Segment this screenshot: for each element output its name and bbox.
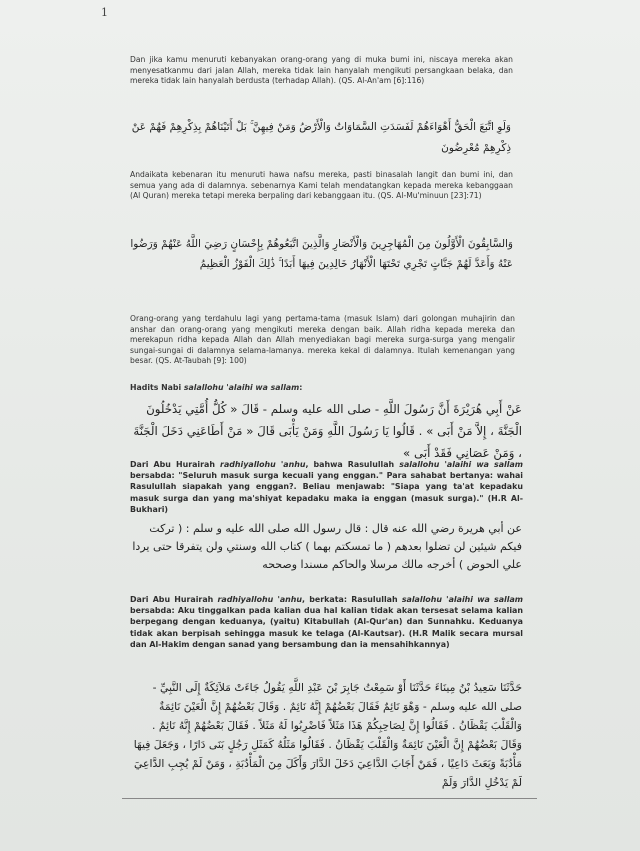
heading-text: Hadits Nabi (130, 383, 184, 392)
heading-honorific: salallohu 'alaihi wa sallam (183, 383, 300, 392)
t5-honorific-2: salallohu 'alaihi wa sallam (401, 595, 524, 604)
t5-mid: , berkata: Rasulullah (302, 595, 402, 604)
translation-3: Orang-orang yang terdahulu lagi yang pertama-tama (masuk Islam) dari golongan muhajirin dan anshar dan orang-orang yang mengikuti mereka dengan baik. Allah ridha kepada mereka dan merekapun ridha kepada Allah dan Allah menyediakan bagi mereka surga-surga yang mengalir sungai-sungai di dalamnya selama-lamanya. mereka kekal di dalamnya. Itulah kemenangan yang besar. (QS. At-Taubah [9]: 100) (130, 314, 515, 366)
t5-pre: Dari Abu Hurairah (130, 595, 218, 604)
hadith-arabic-3: حَدَّثَنَا سَعِيدُ بْنُ مِينَاءَ حَدَّثَنَا أَوْ سَمِعْتُ جَابِرَ بْنَ عَبْدِ اللَّهِ يَقُولُ جَاءَتْ مَلاَئِكَةٌ إِلَى النَّبِيِّ - صلى الله عليه وسلم - وَهْوَ نَائِمٌ فَقَالَ بَعْضُهُمْ إِنَّهُ نَائِمٌ . وَقَالَ بَعْضُهُمْ إِنَّ الْعَيْنَ نَائِمَةٌ وَالْقَلْبَ يَقْظَانُ . فَقَالُوا إِنَّ لِصَاحِبِكُمْ هَذَا مَثَلاً فَاضْرِبُوا لَهُ مَثَلاً . فَقَالَ بَعْضُهُمْ إِنَّهُ نَائِمٌ . وَقَالَ بَعْضُهُمْ إِنَّ الْعَيْنَ نَائِمَةٌ وَالْقَلْبَ يَقْظَانُ . فَقَالُوا مَثَلُهُ كَمَثَلِ رَجُلٍ بَنَى دَارًا ، وَجَعَلَ فِيهَا مَأْدُبَةً وَبَعَثَ دَاعِيًا ، فَمَنْ أَجَابَ الدَّاعِيَ دَخَلَ الدَّارَ وَأَكَلَ مِنَ الْمَأْدُبَةِ ، وَمَنْ لَمْ يُجِبِ الدَّاعِيَ لَمْ يَدْخُلِ الدَّارَ وَلَمْ (133, 681, 522, 789)
bottom-rule (122, 798, 537, 799)
t4-honorific-2: salallohu 'alaihi wa sallam (399, 460, 523, 469)
translation-5 (130, 594, 523, 650)
t4-post: bersabda: "Seluruh masuk surga kecuali yang enggan." Para sahabat bertanya: wahai Rasulullah siapakah yang enggan?. Beliau menjawab: "Siapa yang ta'at kepadaku masuk surga dan yang ma'shiyat kepadaku maka ia enggan (masuk surga)." (H.R Al-Bukhari) (130, 471, 523, 514)
translation-1: Dan jika kamu menuruti kebanyakan orang-orang yang di muka bumi ini, niscaya mereka akan menyesatkanmu dari jalan Allah, mereka tidak lain hanyalah mengikuti persangkaan belaka, dan mereka tidak lain hanyalah berdusta (terhadap Allah). (QS. Al-An'am [6]:116) (130, 55, 513, 86)
t4-honorific-1: radhiyallohu 'anhu (220, 460, 306, 469)
hadith-arabic-2: عن أبي هريرة رضي الله عنه قال : قال رسول الله صلى الله عليه و سلم : ( تركت فيكم شيئين لن تضلوا بعدهم ( ما تمسكتم بهما ) كتاب الله وسنتي ولن يتفرقا حتى يردا علي الحوض ) أخرجه مالك مرسلا والحاكم مسندا وصححه (132, 522, 522, 571)
t5-post: bersabda: Aku tinggalkan pada kalian dua hal kalian tidak akan tersesat selama kalian berpegang dengan keduanya, (yaitu) Kitabullah (Al-Qur'an) dan Sunnahku. Keduanya tidak akan berpisah sehingga masuk ke telaga (Al-Kautsar). (H.R Malik secara mursal dan Al-Hakim dengan sanad yang bersambung dan ia mensahihkannya) (130, 606, 523, 649)
translation-2: Andaikata kebenaran itu menuruti hawa nafsu mereka, pasti binasalah langit dan bumi ini, dan semua yang ada di dalamnya. sebenarnya Kami telah mendatangkan kepada mereka kebanggaan (Al Quran) mereka tetapi mereka berpaling dari kebanggaan itu. (QS. Al-Mu'minuun [23]:71) (130, 170, 513, 201)
hadith-heading (130, 383, 302, 392)
quran-verse-1: وَلَوِ اتَّبَعَ الْحَقُّ أَهْوَاءَهُمْ لَفَسَدَتِ السَّمَاوَاتُ وَالْأَرْضُ وَمَنْ فِيهِنَّ ۚ بَلْ أَتَيْنَاهُمْ بِذِكْرِهِمْ فَهُمْ عَنْ ذِكْرِهِمْ مُعْرِضُونَ (131, 121, 511, 154)
t4-pre: Dari Abu Hurairah (130, 460, 221, 469)
t4-mid: , bahwa Rasulullah (305, 460, 400, 469)
quran-verse-2: وَالسَّابِقُونَ الْأَوَّلُونَ مِنَ الْمُهَاجِرِينَ وَالْأَنْصَارِ وَالَّذِينَ اتَّبَعُوهُمْ بِإِحْسَانٍ رَضِيَ اللَّهُ عَنْهُمْ وَرَضُوا عَنْهُ وَأَعَدَّ لَهُمْ جَنَّاتٍ تَجْرِي تَحْتَهَا الْأَنْهَارُ خَالِدِينَ فِيهَا أَبَدًا ۚ ذَٰلِكَ الْفَوْزُ الْعَظِيمُ (130, 238, 513, 270)
page-number: 1 (101, 6, 108, 19)
t5-honorific-1: radhiyallohu 'anhu (217, 595, 303, 604)
hadith-arabic-1: عَنْ أَبِي هُرَيْرَةَ أَنَّ رَسُولَ اللَّهِ - صلى الله عليه وسلم - قَالَ « كُلُّ أُمَّتِي يَدْخُلُونَ الْجَنَّةَ ، إِلاَّ مَنْ أَبَى » . قَالُوا يَا رَسُولَ اللَّهِ وَمَنْ يَأْبَى قَالَ « مَنْ أَطَاعَنِي دَخَلَ الْجَنَّةَ ، وَمَنْ عَصَانِي فَقَدْ أَبَى » (133, 402, 522, 460)
translation-4 (130, 459, 523, 515)
heading-colon: : (299, 383, 303, 392)
